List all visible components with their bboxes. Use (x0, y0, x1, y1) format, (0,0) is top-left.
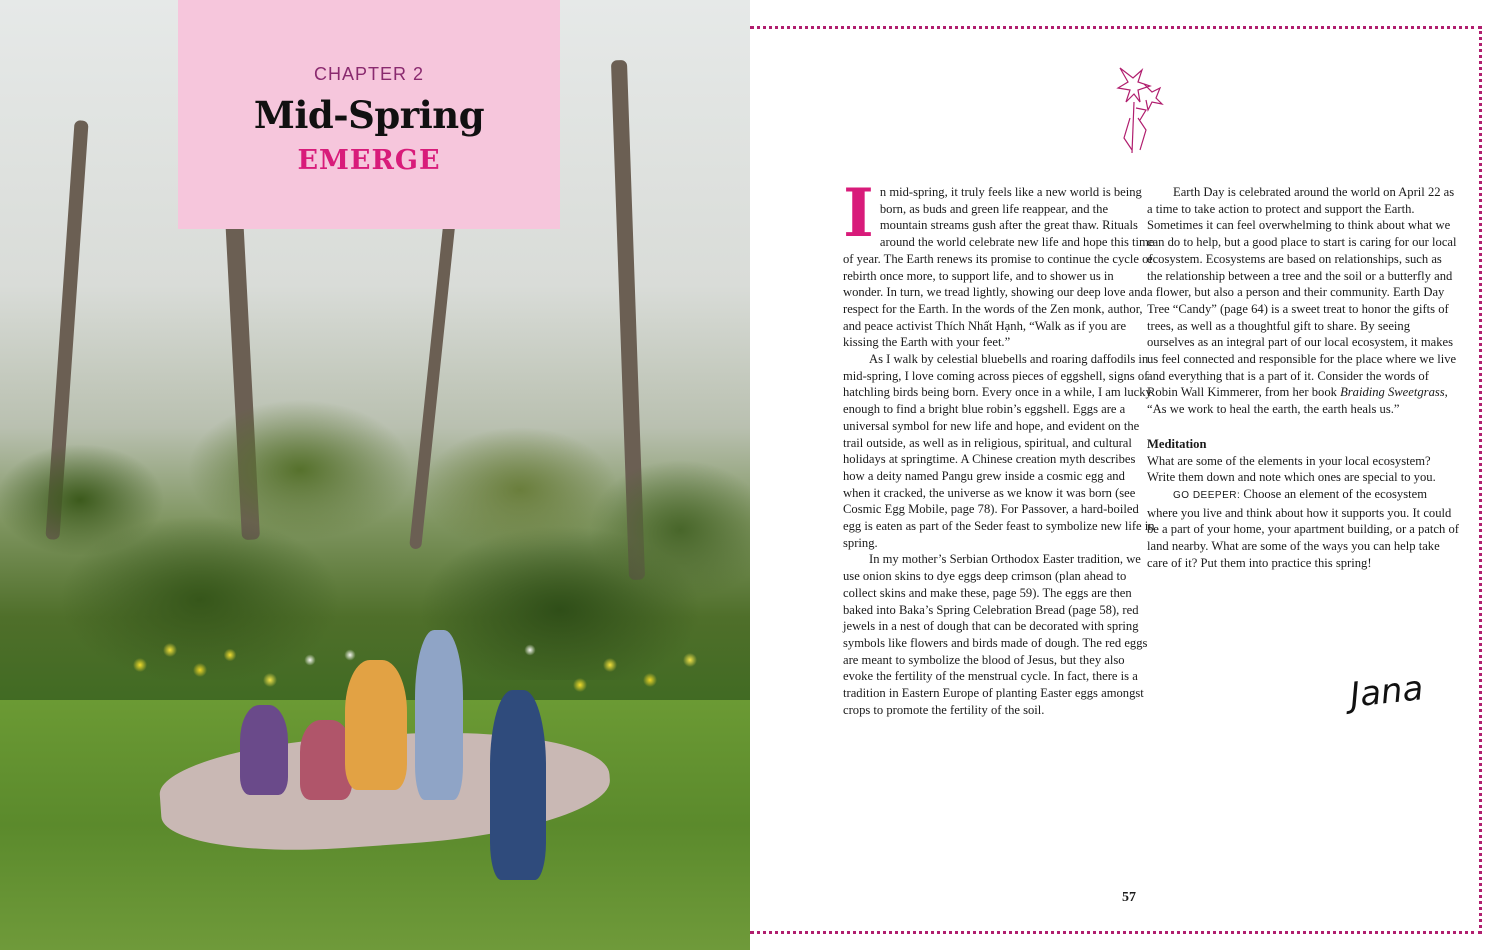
meditation-heading: Meditation (1147, 436, 1207, 451)
go-deeper-label: GO DEEPER: (1173, 489, 1241, 501)
paragraph: n mid-spring, it truly feels like a new world is being born, as buds and green life reappear, and the mountain streams gush after the great thaw. Rituals around the world celebrate new life and hope this time of year. The Earth renews its promise to continue the cycle of rebirth once more, to support life, and to shower us in wonder. In turn, we tread lightly, showing our deep love and respect for the Earth. In the words of the Zen monk, author, and peace activist Thích Nhất Hạnh, “Walk as if you are kissing the Earth with your feet.” (843, 185, 1155, 350)
daffodil-sketch-icon (1100, 58, 1170, 158)
body-column-left (843, 174, 1155, 719)
child-figure (490, 690, 546, 880)
paragraph (1147, 184, 1459, 418)
paragraph-text: Earth Day is celebrated around the world on April 22 as a time to take action to protect and support the Earth. Sometimes it can feel overwhelming to think about what we can do to help, but a good place to start is caring for our local ecosystem. Ecosystems are based on relationships, such as the relationship between a tree and the soil or a butterfly and a flower, but also a person and their community. Earth Day Tree “Candy” (page 64) is a sweet treat to honor the gifts of trees, as well as a thoughtful gift to share. By seeing ourselves as an integral part of our local ecosystem, it makes us feel connected and responsible for the place where we live and everything that is a part of it. Consider the words of Robin Wall Kimmerer, from her book (1147, 185, 1457, 400)
book-title: Braiding Sweetgrass (1340, 385, 1445, 400)
paragraph: In my mother’s Serbian Orthodox Easter tradition, we use onion skins to dye eggs deep crimson (plan ahead to collect skins and make these, page 59). The eggs are then baked into Baka’s Spring Celebration Bread (page 58), red jewels in a nest of dough that can be decorated with spring symbols like flowers and birds made of dough. The red eggs are meant to symbolize the blood of Jesus, but they also evoke the fertility of the menstrual cycle. In fact, there is a tradition in Eastern Europe of planting Easter eggs amongst crops to promote the fertility of the soil. (843, 552, 1148, 717)
meditation-text: What are some of the elements in your local ecosystem? Write them down and note which ones are special to you. (1147, 453, 1436, 485)
go-deeper-paragraph (1147, 486, 1459, 572)
paragraph: As I walk by celestial bluebells and roaring daffodils in mid-spring, I love coming across pieces of eggshell, signs of hatchling birds being born. Every once in a while, I am lucky enough to find a bright blue robin’s eggshell. Eggs are a universal symbol for new life and hope, and evident on the trail outside, as well as in religious, spiritual, and cultural holidays at springtime. A Chinese creation myth describes how a deity named Pangu grew inside a cosmic egg and when it cracked, the universe as we know it was born (see Cosmic Egg Mobile, page 78). For Passover, a hard-boiled egg is eaten as part of the Seder feast to symbolize new life in spring. (843, 352, 1155, 550)
body-column-right (1147, 184, 1459, 571)
adult-figure (345, 660, 407, 790)
paragraph-text: , “As we work to heal the earth, the earth heals us.” (1147, 385, 1448, 417)
child-figure (240, 705, 288, 795)
chapter-title: Mid-Spring (253, 93, 485, 137)
drop-cap: I (843, 174, 874, 252)
chapter-title-box (178, 0, 560, 229)
chapter-label: CHAPTER 2 (313, 64, 425, 84)
chapter-subtitle: EMERGE (297, 145, 441, 176)
child-figure (415, 630, 463, 800)
page-number: 57 (1122, 890, 1136, 905)
author-signature: Jana (1348, 668, 1426, 716)
go-deeper-text: Choose an element of the ecosystem where you live and think about how it supports you. It could be a part of your home, your apartment building, or a patch of land nearby. What are some of the ways you can help take care of it? Put them into practice this spring! (1147, 486, 1459, 570)
